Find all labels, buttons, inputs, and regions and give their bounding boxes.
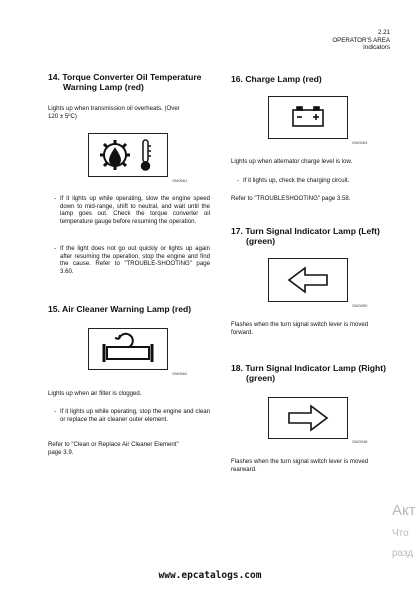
torque-converter-oil-temp-lamp-figure <box>88 133 168 177</box>
air-cleaner-icon <box>89 329 167 369</box>
arrow-right-icon <box>269 398 347 438</box>
section-16-description: Lights up when alternator charge level is low. <box>231 158 353 165</box>
section-17-title-line1: 17. Turn Signal Indicator Lamp (Left) <box>231 226 380 236</box>
figure-code-om0063: OM0063 <box>352 140 368 145</box>
section-18-title-line2: (green) <box>246 373 276 383</box>
section-16-title: 16. Charge Lamp (red) <box>231 74 322 84</box>
section-14-bullet-2: - If the light does not go out quickly or lights up again after resuming the operation, stop the engine and find the cause. Refer to "TROUBLE-SHOOTING" page 3.60. <box>54 245 210 275</box>
section-17-description: Flashes when the turn signal switch lever is moved forward. <box>231 321 369 336</box>
section-18-heading <box>231 363 411 383</box>
figure-code-om0061: OM0061 <box>172 178 188 183</box>
section-16-heading <box>231 74 403 84</box>
section-18-description: Flashes when the turn signal switch lever is moved rearward. <box>231 458 369 473</box>
watermark-line-3: разд <box>392 548 414 559</box>
figure-code-om0062: OM0062 <box>172 371 188 376</box>
air-cleaner-lamp-figure <box>88 328 168 370</box>
subsection-title: Indicators <box>363 44 390 52</box>
section-15-reference: Refer to "Clean or Replace Air Cleaner Element" page 3.9. <box>48 441 179 456</box>
section-15-description: Lights up when air filter is clogged. <box>48 390 142 397</box>
section-14-heading <box>48 72 220 92</box>
section-15-heading <box>48 304 220 314</box>
section-title: OPERATOR'S AREA <box>332 36 390 44</box>
page-number: 2.21 <box>377 29 390 36</box>
section-17-heading <box>231 226 411 246</box>
section-14-title-line1: 14. Torque Converter Oil Temperature <box>48 72 202 82</box>
watermark-line-2: Что <box>392 528 409 539</box>
section-14-desc-line1: Lights up when transmission oil overheats. (Over <box>48 105 180 112</box>
section-14-title-line2: Warning Lamp (red) <box>63 82 144 92</box>
section-17-title-line2: (green) <box>246 236 276 246</box>
section-16-bullet-1: - If it lights up, check the charging circuit. <box>237 177 350 184</box>
right-turn-signal-figure <box>268 397 348 439</box>
section-18-title-line1: 18. Turn Signal Indicator Lamp (Right) <box>231 363 387 373</box>
section-16-reference: Refer to "TROUBLESHOOTING" page 3.58. <box>231 195 351 202</box>
battery-icon <box>269 97 347 138</box>
section-15-title: 15. Air Cleaner Warning Lamp (red) <box>48 304 192 314</box>
footer-url: www.epcatalogs.com <box>158 570 262 581</box>
section-14-bullet-1: - If it lights up while operating, slow the engine speed down to mid-range, shift to neutral, and wait until the lamp goes out. Check the torque converter oil temperature gauge before resuming the operation. <box>54 195 210 225</box>
section-14-desc-line2: 120 ± 5ºC) <box>48 112 77 120</box>
figure-code-om0048: OM0048 <box>352 439 368 444</box>
oil-temperature-icon <box>89 134 167 176</box>
charge-lamp-figure <box>268 96 348 139</box>
page-header <box>332 29 390 52</box>
section-15-bullet-1: - If it lights up while operating, stop the engine and clean or replace the air cleaner outer element. <box>54 408 210 423</box>
section-14-description <box>48 105 220 120</box>
left-turn-signal-figure <box>268 258 348 302</box>
watermark-line-1: Акт <box>392 502 416 519</box>
figure-code-om0050: OM0050 <box>352 303 368 308</box>
arrow-left-icon <box>269 259 347 301</box>
